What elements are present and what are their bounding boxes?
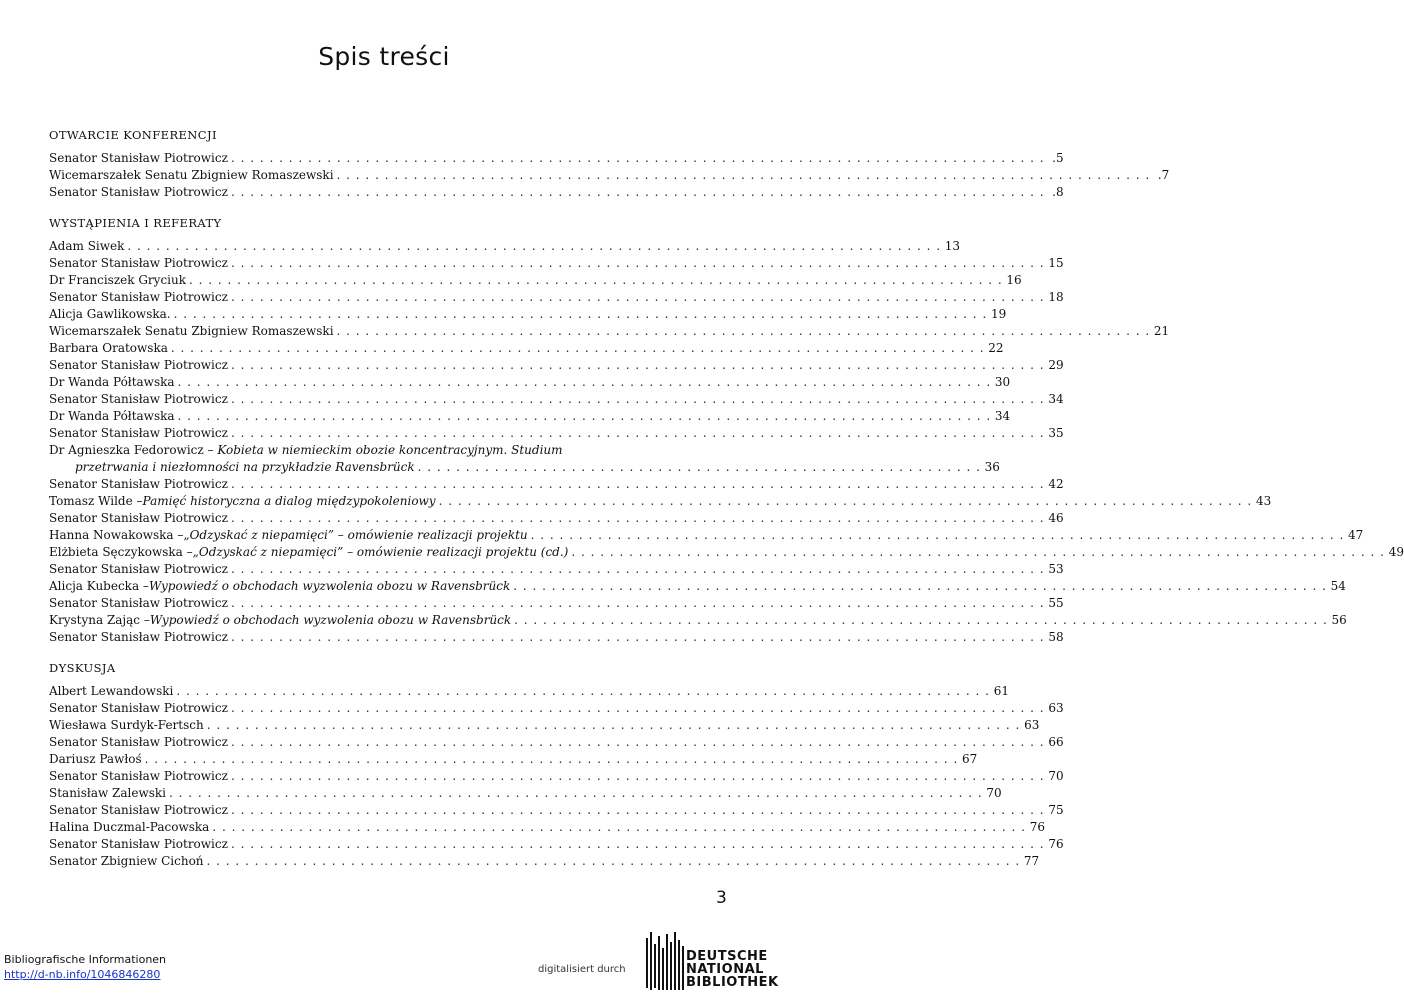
entry-name: Wiesława Surdyk-Fertsch [49,718,204,732]
leader-dots [228,595,1044,612]
entry-subtitle-continued: przetrwania i niezłomności na przykładzie Ravensbrück [75,460,415,474]
toc-entry[interactable] [49,374,1011,391]
toc-entry[interactable] [49,527,1364,544]
toc-entry[interactable] [49,751,978,768]
entry-name: Senator Stanisław Piotrowicz [49,596,228,610]
entry-page: 42 [1048,477,1064,491]
toc-entry[interactable] [49,561,1064,578]
toc-entry[interactable] [49,819,1045,836]
entry-name: Senator Stanisław Piotrowicz [49,185,228,199]
entry-subtitle: Pamięć historyczna a dialog międzypokoleniowy [142,494,436,508]
entry-page: 22 [988,341,1004,355]
leader-dots [228,150,1044,167]
entry-page: 16 [1006,273,1022,287]
leader-dots [228,425,1044,442]
section-entries [49,238,1404,646]
entry-page: 56 [1331,613,1347,627]
toc-entry[interactable] [49,323,1170,340]
entry-name: Elżbieta Sęczykowska – [49,545,193,559]
leader-dots [228,391,1044,408]
toc-entry[interactable] [49,272,1022,289]
leader-dots [228,476,1044,493]
toc-entry[interactable] [49,391,1064,408]
entry-page: 70 [986,786,1002,800]
leader-dots [166,785,982,802]
entry-page: 43 [1255,494,1272,508]
leader-dots [228,184,1044,201]
biblio-label: Bibliografische Informationen [4,953,167,966]
leader-dots [228,255,1044,272]
leader-dots [511,612,1327,629]
leader-dots [334,167,1150,184]
toc-entry[interactable] [49,476,1064,493]
entry-name: Dr Wanda Półtawska [49,375,175,389]
entry-page: 61 [993,684,1009,698]
entry-page: 13 [944,239,961,253]
entry-name: Senator Stanisław Piotrowicz [49,392,228,406]
leader-dots [204,717,1020,734]
toc-entry[interactable] [49,785,1002,802]
section-entries [49,683,1064,870]
entry-subtitle: „Odzyskać z niepamięci” – omówienie realizacji projektu (cd.) [192,545,569,559]
entry-name: Albert Lewandowski [49,684,174,698]
toc-entry[interactable] [49,340,1004,357]
leader-dots [228,700,1044,717]
section-heading: DYSKUSJA [49,661,116,675]
entry-name: Senator Stanisław Piotrowicz [49,151,228,165]
entry-page: 47 [1348,528,1364,542]
entry-name: Senator Stanisław Piotrowicz [49,735,228,749]
entry-page: 63 [1024,718,1040,732]
toc-entry[interactable] [49,802,1064,819]
entry-name: Adam Siwek [49,239,125,253]
toc-entry[interactable] [49,717,1040,734]
entry-name: Alicja Gawlikowska. [49,307,171,321]
section-heading: OTWARCIE KONFERENCJI [49,128,217,142]
entry-name: Senator Stanisław Piotrowicz [49,511,228,525]
toc-entry[interactable] [49,836,1064,853]
leader-dots [186,272,1002,289]
entry-page: 70 [1048,769,1064,783]
entry-page: .7 [1157,168,1170,182]
entry-name: Dr Wanda Półtawska [49,409,175,423]
entry-name: Senator Stanisław Piotrowicz [49,562,228,576]
toc-entry[interactable] [49,289,1064,306]
entry-name: Senator Stanisław Piotrowicz [49,256,228,270]
entry-name: Senator Zbigniew Cichoń [49,854,204,868]
toc-entry[interactable] [49,544,1404,561]
dnb-logo [644,930,779,992]
entry-subtitle: Wypowiedź o obchodach wyzwolenia obozu w Ravensbrück [148,579,511,593]
leader-dots [510,578,1326,595]
biblio-link[interactable]: http://d-nb.info/1046846280 [4,968,161,981]
toc-entry[interactable] [49,167,1170,184]
toc-entry[interactable] [49,255,1064,272]
entry-name: Tomasz Wilde – [49,494,143,508]
leader-dots [334,323,1150,340]
entry-page: 76 [1029,820,1045,834]
leader-dots [568,544,1384,561]
entry-page: 54 [1330,579,1346,593]
leader-dots [124,238,940,255]
entry-page: 34 [1048,392,1064,406]
entry-page: 58 [1048,630,1064,644]
entry-name: Senator Stanisław Piotrowicz [49,803,228,817]
leader-dots [209,819,1025,836]
entry-name: Senator Stanisław Piotrowicz [49,358,228,372]
entry-subtitle: Kobieta w niemieckim obozie koncentracyjnym. Studium [217,443,563,457]
leader-dots [228,802,1044,819]
toc-entry[interactable] [49,425,1064,442]
entry-page: 46 [1048,511,1064,525]
leader-dots [228,768,1044,785]
leader-dots [142,751,958,768]
leader-dots [228,734,1044,751]
dnb-barcode-icon [644,930,684,992]
toc-entry[interactable] [49,595,1064,612]
leader-dots [436,493,1252,510]
entry-name: Krystyna Zając – [49,613,150,627]
entry-page: .8 [1052,185,1064,199]
entry-page: 75 [1048,803,1064,817]
bibliographic-info [4,952,166,982]
toc-entry[interactable] [49,408,1011,425]
entry-name: Hanna Nowakowska – [49,528,184,542]
toc-entry[interactable] [49,493,1272,510]
entry-name: Wicemarszałek Senatu Zbigniew Romaszewski [49,324,334,338]
entry-name: Dr Franciszek Gryciuk [49,273,187,287]
entry-name: Halina Duczmal-Pacowska [49,820,210,834]
toc-entry[interactable] [49,306,1007,323]
entry-page: 18 [1048,290,1064,304]
leader-dots [171,306,987,323]
entry-page: 76 [1048,837,1064,851]
leader-dots [175,408,991,425]
entry-subtitle: „Odzyskać z niepamięci” – omówienie realizacji projektu [183,528,528,542]
dnb-wordmark: DEUTSCHE NATIONAL BIBLIOTHEK [686,949,779,990]
entry-page: 35 [1048,426,1064,440]
toc-entry[interactable] [49,357,1064,374]
entry-name: Senator Stanisław Piotrowicz [49,477,228,491]
leader-dots [228,357,1044,374]
entry-page: 36 [984,460,1000,474]
entry-page: 53 [1048,562,1064,576]
entry-page: 30 [994,375,1011,389]
leader-dots [228,289,1044,306]
entry-page: 15 [1048,256,1064,270]
entry-name: Senator Stanisław Piotrowicz [49,426,228,440]
toc-entry[interactable] [49,612,1347,629]
entry-subtitle: Wypowiedź o obchodach wyzwolenia obozu w Ravensbrück [149,613,512,627]
leader-dots [168,340,984,357]
toc-entry[interactable] [49,442,721,459]
digitized-by-label: digitalisiert durch [538,964,626,975]
entry-page: 19 [990,307,1007,321]
leader-dots [528,527,1344,544]
leader-dots [228,561,1044,578]
entry-page: 63 [1048,701,1064,715]
entry-page: 55 [1048,596,1064,610]
entry-name: Dariusz Pawłoś [49,752,142,766]
entry-name: Wicemarszałek Senatu Zbigniew Romaszewski [49,168,334,182]
toc-entry[interactable] [49,853,1040,870]
table-of-contents [49,127,1404,870]
entry-name: Senator Stanisław Piotrowicz [49,769,228,783]
toc-entry-continuation[interactable] [49,459,1000,476]
entry-page: 66 [1048,735,1064,749]
entry-name: Alicja Kubecka – [49,579,149,593]
toc-entry[interactable] [49,510,1064,527]
leader-dots [228,836,1044,853]
leader-dots [175,374,991,391]
entry-name: Dr Agnieszka Fedorowicz – [49,443,218,457]
toc-entry[interactable] [49,150,1064,167]
entry-name: Senator Stanisław Piotrowicz [49,290,228,304]
page-title: Spis treści [318,42,450,71]
leader-dots [204,853,1020,870]
entry-name: Senator Stanisław Piotrowicz [49,701,228,715]
leader-dots [228,629,1044,646]
section-heading: WYSTĄPIENIA I REFERATY [49,216,222,230]
entry-page: 49 [1388,545,1404,559]
toc-entry[interactable] [49,683,1009,700]
entry-page: 77 [1023,854,1040,868]
toc-entry[interactable] [49,238,961,255]
entry-name: Senator Stanisław Piotrowicz [49,837,228,851]
toc-entry[interactable] [49,578,1346,595]
entry-name: Barbara Oratowska [49,341,168,355]
toc-entry[interactable] [49,184,1064,201]
entry-name: Senator Stanisław Piotrowicz [49,630,228,644]
section-entries [49,150,1170,201]
entry-page: 67 [961,752,978,766]
leader-dots [415,459,980,476]
page-number: 3 [716,888,727,908]
entry-page: 29 [1048,358,1064,372]
leader-dots [173,683,989,700]
toc-entry[interactable] [49,768,1064,785]
leader-dots [228,510,1044,527]
entry-page: .5 [1052,151,1064,165]
toc-entry[interactable] [49,629,1064,646]
toc-entry[interactable] [49,734,1064,751]
entry-page: 21 [1153,324,1170,338]
entry-name: Stanisław Zalewski [49,786,167,800]
toc-entry[interactable] [49,700,1064,717]
entry-page: 34 [994,409,1011,423]
